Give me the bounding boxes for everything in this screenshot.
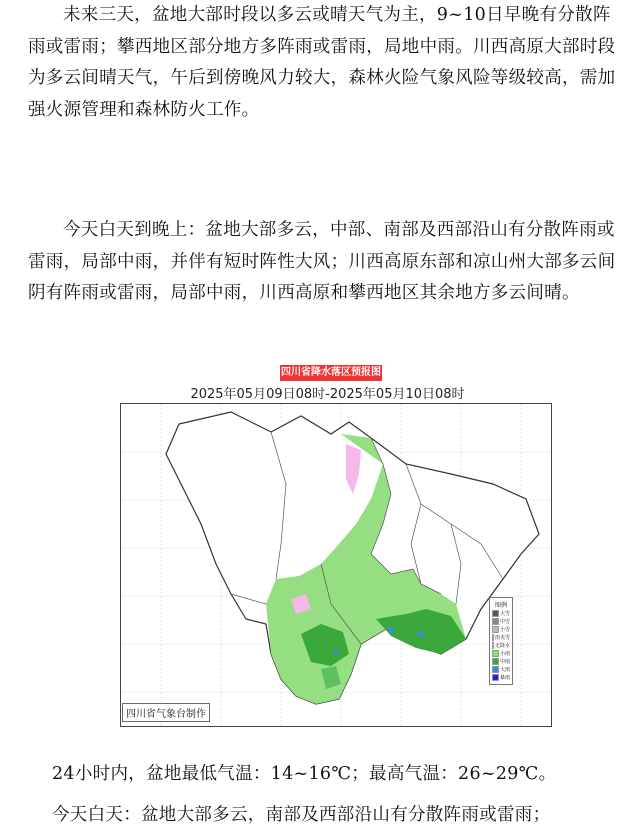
legend-item [492, 650, 510, 657]
legend-swatch [492, 666, 499, 673]
legend-label: 中雪 [499, 619, 510, 625]
map-frame [120, 403, 552, 727]
precipitation-forecast-map [100, 365, 555, 735]
legend-swatch [492, 634, 494, 641]
legend-item [492, 610, 510, 617]
map-banner: 四川省降水落区预报图 [280, 365, 382, 381]
legend-swatch [492, 610, 499, 617]
legend-swatch [492, 658, 499, 665]
map-legend [489, 597, 513, 685]
legend-swatch [492, 642, 494, 649]
legend-item [492, 674, 510, 681]
legend-label: 中雨 [499, 659, 510, 665]
legend-item [492, 642, 510, 649]
legend-label: 暴雨 [499, 675, 510, 681]
legend-title: 图例 [494, 602, 507, 609]
legend-item [492, 634, 510, 641]
legend-label: 大雪 [499, 611, 510, 617]
legend-item [492, 666, 510, 673]
legend-label: 小雪 [499, 627, 510, 633]
map-time-range: 2025年05月09日08时-2025年05月10日08时 [190, 387, 465, 402]
legend-item [492, 658, 510, 665]
legend-label: 小雨 [499, 651, 510, 657]
legend-item [492, 626, 510, 633]
forecast-paragraph-3day: 未来三天，盆地大部时段以多云或晴天气为主，9~10日早晚有分散阵雨或雷雨；攀西地区部分地方多阵雨或雷雨，局地中雨。川西高原大部时段为多云间晴天气，午后到傍晚风力较大，森林火险气象风险等级较高，需加强火源管理和森林防火工作。 [28, 5, 616, 120]
legend-label: 无降水 [495, 643, 511, 649]
legend-label: 雨夹雪 [495, 635, 511, 641]
legend-swatch [492, 674, 499, 681]
map-credit: 四川省气象台制作 [122, 703, 210, 722]
legend-swatch [492, 626, 499, 633]
legend-item [492, 618, 510, 625]
legend-swatch [492, 650, 499, 657]
today-daytime-line: 今天白天：盆地大部多云，南部及西部沿山有分散阵雨或雷雨； [52, 805, 551, 825]
forecast-paragraph-today: 今天白天到晚上：盆地大部多云，中部、南部及西部沿山有分散阵雨或雷雨，局部中雨，并伴有短时阵性大风；川西高原东部和凉山州大部多云间阴有阵雨或雷雨，局部中雨，川西高原和攀西地区其余地方多云间晴。 [28, 220, 616, 303]
sichuan-map-graphic [121, 404, 551, 726]
legend-swatch [492, 618, 499, 625]
temperature-line: 24小时内，盆地最低气温：14~16℃；最高气温：26~29℃。 [52, 764, 557, 784]
legend-label: 大雨 [499, 667, 510, 673]
